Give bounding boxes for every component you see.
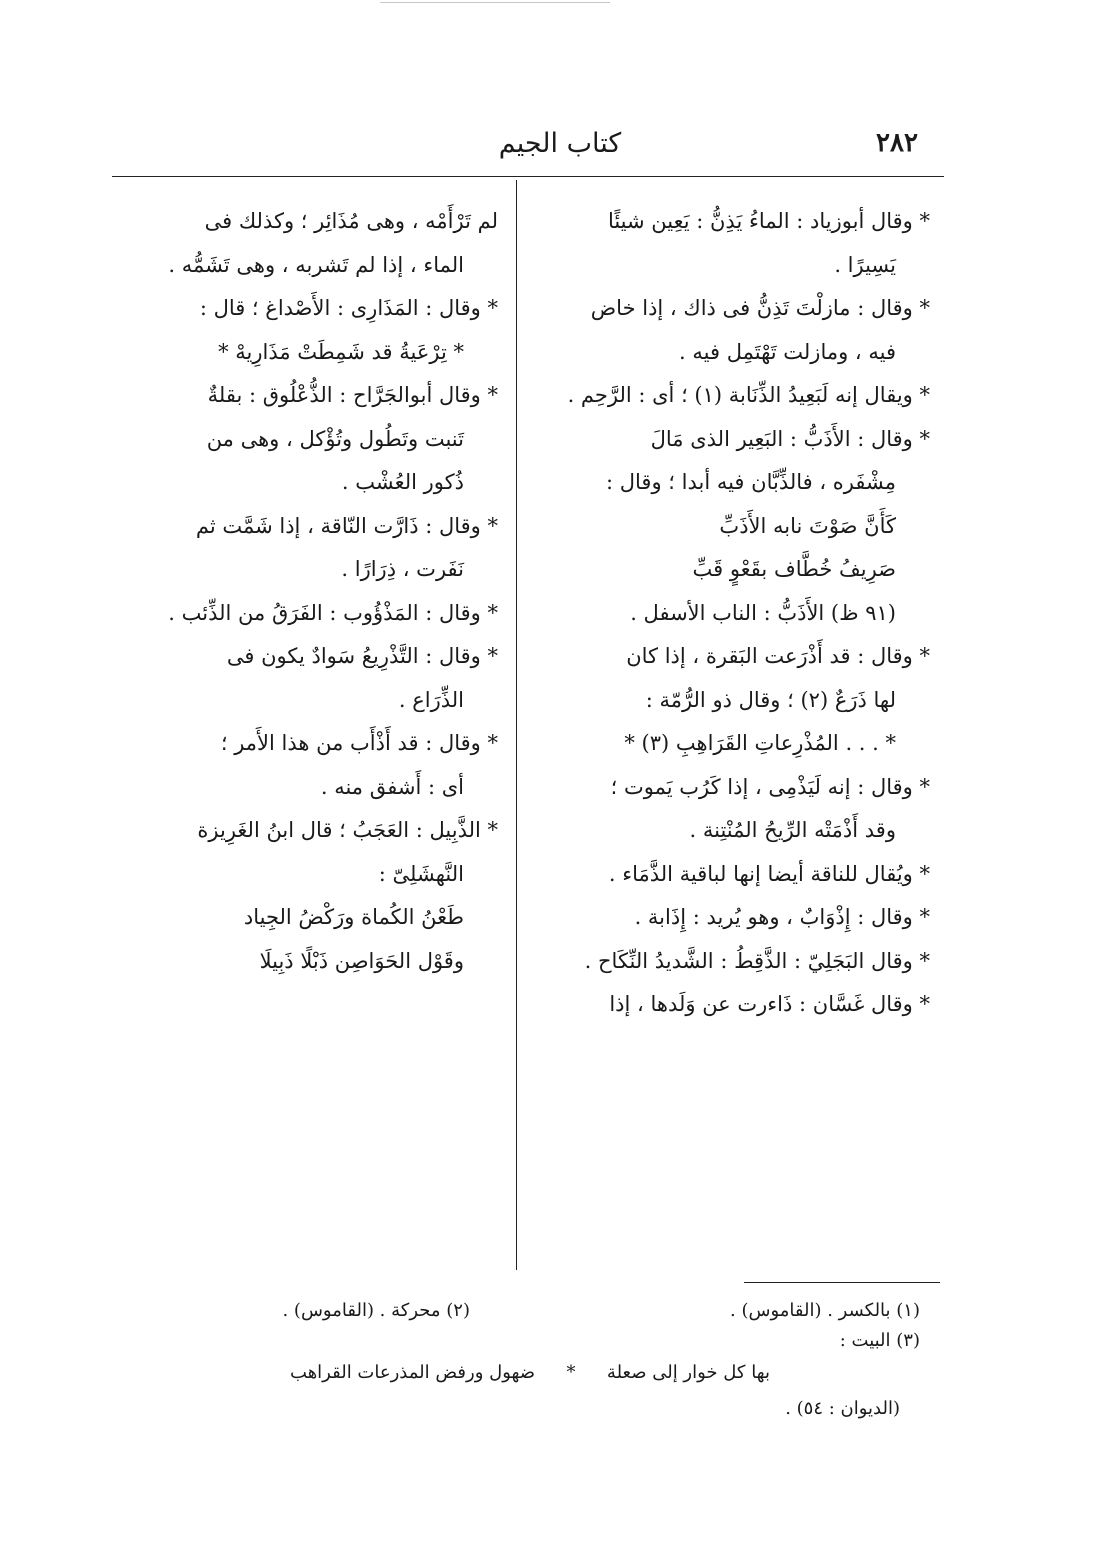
text-line: النَّهشَلِىّ : <box>378 861 464 886</box>
text-line: * وقال : ذَارَّت النّاقة ، إذا شَمَّت ثم <box>195 513 498 538</box>
text-line: الذِّرَاع . <box>398 687 464 712</box>
text-line: ذُكور العُشْب . <box>341 470 464 494</box>
text-line: * الذَّبِيل : العَجَبُ ؛ قال ابنُ الغَرِيزة <box>197 818 498 842</box>
footnote-verse <box>290 1362 770 1383</box>
text-line: * وقال غَسَّان : ذَاءرت عن وَلَدها ، إذا <box>609 992 930 1016</box>
text-line: أى : أَشفق منه . <box>320 774 464 799</box>
header-rule <box>112 176 944 177</box>
footnote-verse-second-hemistich: ضهول ورفض المذرعات القراهب <box>290 1362 536 1383</box>
text-line: نَفَرت ، ذِرَارًا . <box>341 557 464 581</box>
text-line: الماء ، إذا لم تَشربه ، وهى تَشَمُّه . <box>168 252 464 277</box>
text-line: لم تَرْأَمْه ، وهى مُذَائِر ؛ وكذلك فى <box>204 209 498 233</box>
text-line: فيه ، ومازلت تَهْتَمِل فيه . <box>679 339 896 364</box>
footnote-3: (٣) البيت : <box>839 1330 920 1351</box>
page-number: ٢٨٢ <box>876 128 918 158</box>
text-line: * ويقال إنه لَبَعِيدُ الذِّنَابة (١) ؛ أى : الرَّحِم . <box>567 383 930 407</box>
text-line: * وقال : المَذَارِى : الأَصْداغ ؛ قال : <box>199 296 498 320</box>
text-line: لها ذَرَعٌ (٢) ؛ وقال ذو الرُّمّة : <box>645 687 896 712</box>
text-line: مِشْفَره ، فالذِّبَّان فيه أبدا ؛ وقال : <box>606 470 896 494</box>
text-line: * وقال : قد أَذْأَب من هذا الأَمر ؛ <box>220 731 498 755</box>
text-line: تَنبت وتَطُول وتُؤْكل ، وهى من <box>206 426 464 451</box>
footnote-source: (الديوان : ٥٤) . <box>785 1398 900 1419</box>
text-line: * وقال البَجَلِيّ : الذَّقِطُ : الشَّديدُ النِّكَاح . <box>584 948 930 973</box>
text-line: * وقال : قد أَذْرَعت البَقرة ، إذا كان <box>626 644 930 668</box>
column-divider <box>516 180 517 1270</box>
footnote-2: (٢) محركة . (القاموس) . <box>282 1300 470 1321</box>
footnote-1: (١) بالكسر . (القاموس) . <box>730 1300 920 1321</box>
footnote-verse-first-hemistich: بها كل خوار إلى صعلة <box>606 1362 770 1383</box>
footnote-rule <box>744 1282 940 1283</box>
footnote-verse-separator: * <box>566 1362 576 1383</box>
left-column <box>108 200 498 983</box>
text-line: (٩١ ظ) الأَذَبُّ : الناب الأسفل . <box>630 600 896 625</box>
text-line: * تِرْعَيةُ قد شَمِطَتْ مَذَارِيهْ * <box>218 339 464 364</box>
text-line: وقد أَذْمَتْه الرِّيحُ المُنْتِنة . <box>689 818 896 842</box>
text-line: * وقال : الأَذَبُّ : البَعِير الذى مَالَ <box>650 426 930 451</box>
text-line: * وقال أبوالجَرَّاح : الذُّعْلُوق : بقلةٌ <box>207 383 498 407</box>
text-line: * . . . المُذْرِعاتِ القَرَاهِبِ (٣) * <box>624 731 896 755</box>
text-line: طَعْنُ الكُماة ورَكْضُ الجِياد <box>243 905 464 929</box>
text-line: * وقال أبوزياد : الماءُ يَذِنُّ : يَعِين شيئًا <box>607 209 930 233</box>
running-title: كتاب الجيم <box>498 128 622 159</box>
text-line: * وقال : إِذْوَابٌ ، وهو يُريد : إِذَابة . <box>634 905 930 929</box>
text-line: * وقال : المَذْؤُوب : الفَرَقُ من الذِّئب . <box>168 600 498 625</box>
text-line: يَسِيرًا . <box>834 252 896 277</box>
text-line: * وقال : التَّذْرِيعُ سَوادٌ يكون فى <box>226 644 498 668</box>
right-column <box>534 200 930 1027</box>
footnotes-left <box>150 1296 470 1326</box>
footnotes-right <box>560 1296 920 1356</box>
text-line: * ويُقال للناقة أيضا إنها لباقية الذَّمَاء . <box>608 861 930 886</box>
text-line: صَرِيفُ خُطَّاف بقَعْوٍ قَبِّ <box>692 557 896 581</box>
text-line: وقَوْل الحَوَاصِن ذَبْلًا ذَبِيلَا <box>259 948 464 973</box>
text-line: * وقال : مازلْتَ تَذِنُّ فى ذاك ، إذا خاض <box>590 296 930 320</box>
text-line: كَأَنَّ صَوْتَ نابه الأَذَبِّ <box>719 513 896 538</box>
text-line: * وقال : إنه لَيَذْمِى ، إذا كَرُب يَموت ؛ <box>610 774 930 799</box>
page-top-mark <box>380 2 610 3</box>
